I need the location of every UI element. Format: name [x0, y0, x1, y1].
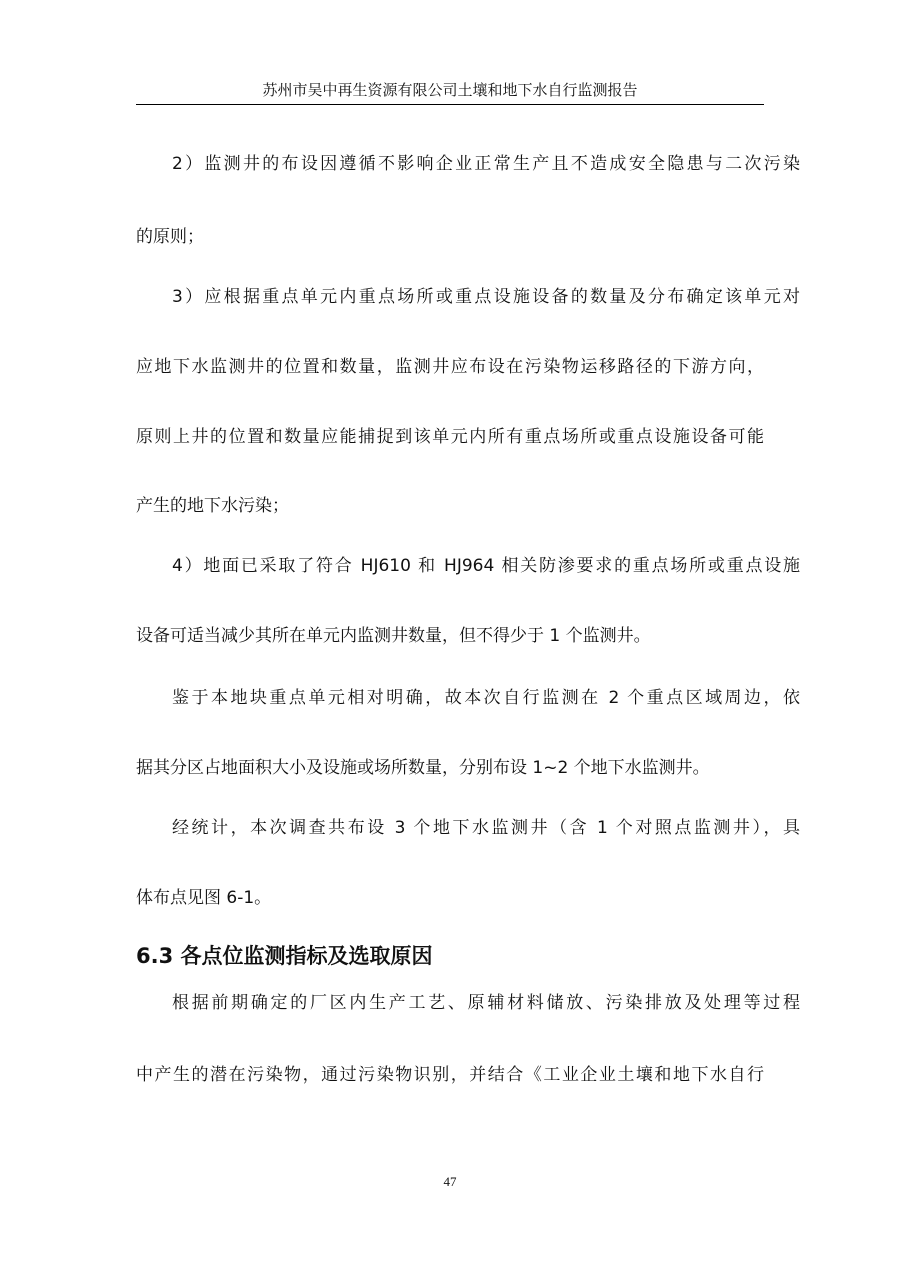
- paragraph-line: 根据前期确定的厂区内生产工艺、原辅材料储放、污染排放及处理等过程: [172, 993, 800, 1013]
- header-divider: [136, 104, 764, 105]
- paragraph-line: 经统计，本次调查共布设 3 个地下水监测井（含 1 个对照点监测井），具: [172, 818, 800, 838]
- paragraph-line: 中产生的潜在污染物，通过污染物识别，并结合《工业企业土壤和地下水自行: [136, 1065, 764, 1085]
- paragraph-line: 据其分区占地面积大小及设施或场所数量，分别布设 1~2 个地下水监测井。: [136, 758, 710, 778]
- paragraph-line: 4）地面已采取了符合 HJ610 和 HJ964 相关防渗要求的重点场所或重点设施: [172, 556, 800, 576]
- paragraph-line: 原则上井的位置和数量应能捕捉到该单元内所有重点场所或重点设施设备可能: [136, 427, 764, 447]
- paragraph-line: 设备可适当减少其所在单元内监测井数量，但不得少于 1 个监测井。: [136, 626, 651, 646]
- section-heading: 6.3 各点位监测指标及选取原因: [136, 944, 433, 968]
- paragraph-line: 应地下水监测井的位置和数量，监测井应布设在污染物运移路径的下游方向，: [136, 357, 764, 377]
- page-number: 47: [443, 1174, 457, 1189]
- running-header-title: 苏州市吴中再生资源有限公司土壤和地下水自行监测报告: [262, 81, 638, 99]
- paragraph-line: 体布点见图 6-1。: [136, 888, 272, 908]
- paragraph-line: 鉴于本地块重点单元相对明确，故本次自行监测在 2 个重点区域周边，依: [172, 688, 800, 708]
- paragraph-line: 3）应根据重点单元内重点场所或重点设施设备的数量及分布确定该单元对: [172, 287, 800, 307]
- paragraph-line: 2）监测井的布设因遵循不影响企业正常生产且不造成安全隐患与二次污染: [172, 154, 800, 174]
- paragraph-line: 的原则；: [136, 227, 204, 247]
- paragraph-line: 产生的地下水污染；: [136, 496, 289, 516]
